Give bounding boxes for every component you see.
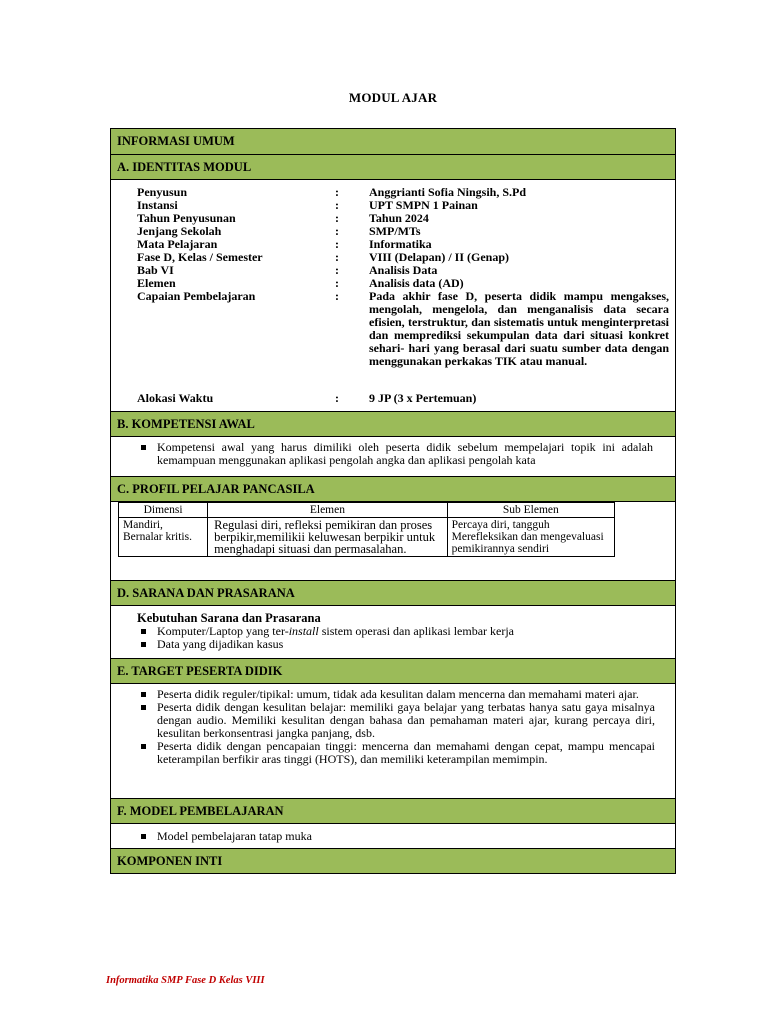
- sarana-section: [111, 612, 675, 651]
- target-item: Peserta didik dengan kesulitan belajar: memiliki gaya belajar yang terbatas hanya satu gaya misalnya dengan audio. Memiliki kesulitan dengan bahasa dan pemahaman materi ajar, kurang percaya diri, kesulitan berkonsentrasi jangka panjang, dsb.: [139, 701, 655, 740]
- identitas-value: SMP/MTs: [369, 224, 421, 238]
- identitas-value: Analisis Data: [369, 263, 438, 277]
- identitas-section: [111, 180, 675, 408]
- kompetensi-item: Kompetensi awal yang harus dimiliki oleh peserta didik sebelum mempelajari topik ini adalah kemampuan menggunakan aplikasi pengolah angka dan aplikasi pengolah kata: [139, 441, 653, 467]
- identitas-colon: :: [335, 250, 339, 264]
- identitas-label: Alokasi Waktu: [137, 391, 214, 405]
- sarana-item: Komputer/Laptop yang ter-install sistem operasi dan aplikasi lembar kerja: [139, 625, 653, 638]
- kompetensi-section: [111, 441, 675, 467]
- section-header-sarana: D. SARANA DAN PRASARANA: [111, 580, 675, 606]
- section-header-profil-pancasila: C. PROFIL PELAJAR PANCASILA: [111, 476, 675, 502]
- model-item: Model pembelajaran tatap muka: [139, 830, 653, 843]
- section-header-kompetensi-awal: B. KOMPETENSI AWAL: [111, 411, 675, 437]
- module-info-table: [110, 128, 676, 874]
- identitas-colon: :: [335, 185, 339, 199]
- identitas-label: Mata Pelajaran: [137, 237, 218, 251]
- document-title: MODUL AJAR: [348, 90, 438, 105]
- identitas-label: Bab VI: [137, 263, 174, 277]
- identitas-label: Jenjang Sekolah: [137, 224, 222, 238]
- section-header-model: F. MODEL PEMBELAJARAN: [111, 798, 675, 824]
- identitas-value: UPT SMPN 1 Painan: [369, 198, 478, 212]
- identitas-value: VIII (Delapan) / II (Genap): [369, 250, 510, 264]
- identitas-value: Anggrianti Sofia Ningsih, S.Pd: [369, 185, 527, 199]
- identitas-label: Fase D, Kelas / Semester: [137, 250, 263, 264]
- identitas-colon: :: [335, 224, 339, 238]
- identitas-colon: :: [335, 237, 339, 251]
- profil-sub-elemen: Percaya diri, tangguh Merefleksikan dan mengevaluasi pemikirannya sendiri: [447, 518, 614, 557]
- profil-elemen: Regulasi diri, refleksi pemikiran dan proses berpikir,memilikii keluwesan berpikir untuk menghadapi situasi dan permasalahan.: [208, 518, 447, 557]
- profil-col-sub-elemen: Sub Elemen: [447, 503, 614, 518]
- identitas-label: Capaian Pembelajaran: [137, 289, 256, 303]
- section-header-informasi-umum: INFORMASI UMUM: [111, 129, 675, 155]
- identitas-value: 9 JP (3 x Pertemuan): [369, 391, 477, 405]
- identitas-label: Tahun Penyusunan: [137, 211, 236, 225]
- identitas-value: Informatika: [369, 237, 432, 251]
- target-item: Peserta didik reguler/tipikal: umum, tidak ada kesulitan dalam mencerna dan memahami materi ajar.: [139, 688, 655, 701]
- section-header-identitas-modul: A. IDENTITAS MODUL: [111, 154, 675, 180]
- identitas-label: Penyusun: [137, 185, 188, 199]
- profil-section: [111, 478, 675, 583]
- identitas-value-capaian: Pada akhir fase D, peserta didik mampu mengakses, mengolah, mengelola, dan menganalisis data secara efisien, terstruktur, dan sistematis untuk menginterpretasi dan memprediksi sekumpulan data dari situasi konkret sehari- hari yang berasal dari suatu sumber data dengan menggunakan perkakas TIK atau manual.: [369, 289, 669, 368]
- identitas-colon: :: [335, 391, 339, 405]
- sarana-item: Data yang dijadikan kasus: [139, 638, 653, 651]
- model-section: [111, 830, 675, 843]
- target-section: [111, 688, 675, 766]
- section-header-target: E. TARGET PESERTA DIDIK: [111, 658, 675, 684]
- profil-col-elemen: Elemen: [208, 503, 447, 518]
- section-header-komponen-inti: KOMPONEN INTI: [111, 848, 675, 874]
- identitas-value: Analisis data (AD): [369, 276, 464, 290]
- identitas-colon: :: [335, 289, 339, 303]
- identitas-label: Elemen: [137, 276, 176, 290]
- identitas-colon: :: [335, 276, 339, 290]
- identitas-colon: :: [335, 263, 339, 277]
- page-footer: Informatika SMP Fase D Kelas VIII: [106, 975, 265, 986]
- identitas-value: Tahun 2024: [369, 211, 429, 225]
- identitas-colon: :: [335, 211, 339, 225]
- target-item: Peserta didik dengan pencapaian tinggi: mencerna dan memahami dengan cepat, mampu mencapai keterampilan berfikir aras tinggi (HOTS), dan memiliki keterampilan memimpin.: [139, 740, 655, 766]
- sarana-subheading: Kebutuhan Sarana dan Prasarana: [137, 611, 321, 625]
- profil-col-dimensi: Dimensi: [119, 503, 208, 518]
- identitas-label: Instansi: [137, 198, 178, 212]
- identitas-colon: :: [335, 198, 339, 212]
- profil-table: [118, 502, 615, 557]
- profil-dimensi: Mandiri, Bernalar kritis.: [119, 518, 208, 557]
